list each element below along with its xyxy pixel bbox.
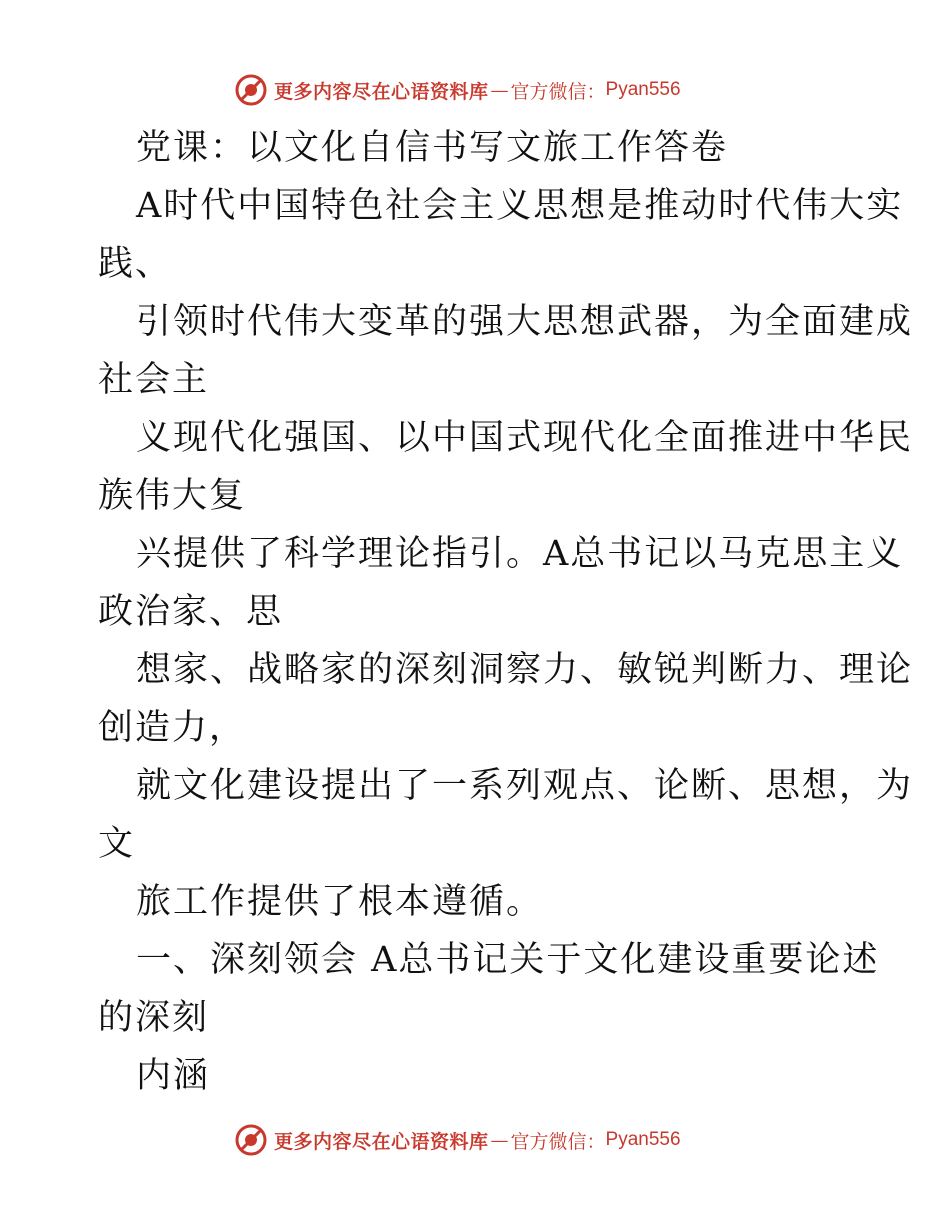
paragraph-line: 内涵 [136, 1056, 211, 1096]
banner-wechat-id: Pyan556 [605, 79, 681, 100]
section-heading: 一、深刻领会 A总书记关于文化建设重要论述 [136, 940, 880, 980]
banner-separator: — [490, 1129, 509, 1151]
paragraph-line: A时代中国特色社会主义思想是推动时代伟大实 [136, 186, 904, 226]
paragraph-line: 引领时代伟大变革的强大思想武器，为全面建成 [136, 302, 914, 342]
banner-official-label: 官方微信： [510, 1130, 606, 1153]
header-banner [234, 72, 681, 108]
banner-separator: — [490, 79, 509, 101]
paragraph-line: 文 [98, 824, 136, 864]
banner-wechat-id: Pyan556 [605, 1129, 681, 1150]
brand-logo-icon [234, 73, 268, 107]
paragraph-line: 旅工作提供了根本遵循。 [136, 882, 544, 922]
paragraph-line: 创造力， [98, 708, 247, 748]
paragraph-line: 政治家、思 [98, 592, 284, 632]
brand-logo-icon [234, 1123, 268, 1157]
banner-brand-text: 更多内容尽在心语资料库 [274, 1130, 489, 1153]
section-heading-continued: 的深刻 [98, 998, 210, 1038]
paragraph-line: 践、 [98, 244, 173, 284]
footer-banner [234, 1122, 681, 1158]
paragraph-line: 社会主 [98, 360, 210, 400]
paragraph-line: 想家、战略家的深刻洞察力、敏锐判断力、理论 [136, 650, 914, 690]
paragraph-line: 就文化建设提出了一系列观点、论断、思想，为 [136, 766, 914, 806]
paragraph-line: 兴提供了科学理论指引。A总书记以马克思主义 [136, 534, 904, 574]
paragraph-line: 义现代化强国、以中国式现代化全面推进中华民 [136, 418, 914, 458]
banner-official-label: 官方微信： [510, 80, 606, 103]
banner-brand-text: 更多内容尽在心语资料库 [274, 80, 489, 103]
document-title: 党课：以文化自信书写文旅工作答卷 [136, 128, 729, 168]
paragraph-line: 族伟大复 [98, 476, 247, 516]
